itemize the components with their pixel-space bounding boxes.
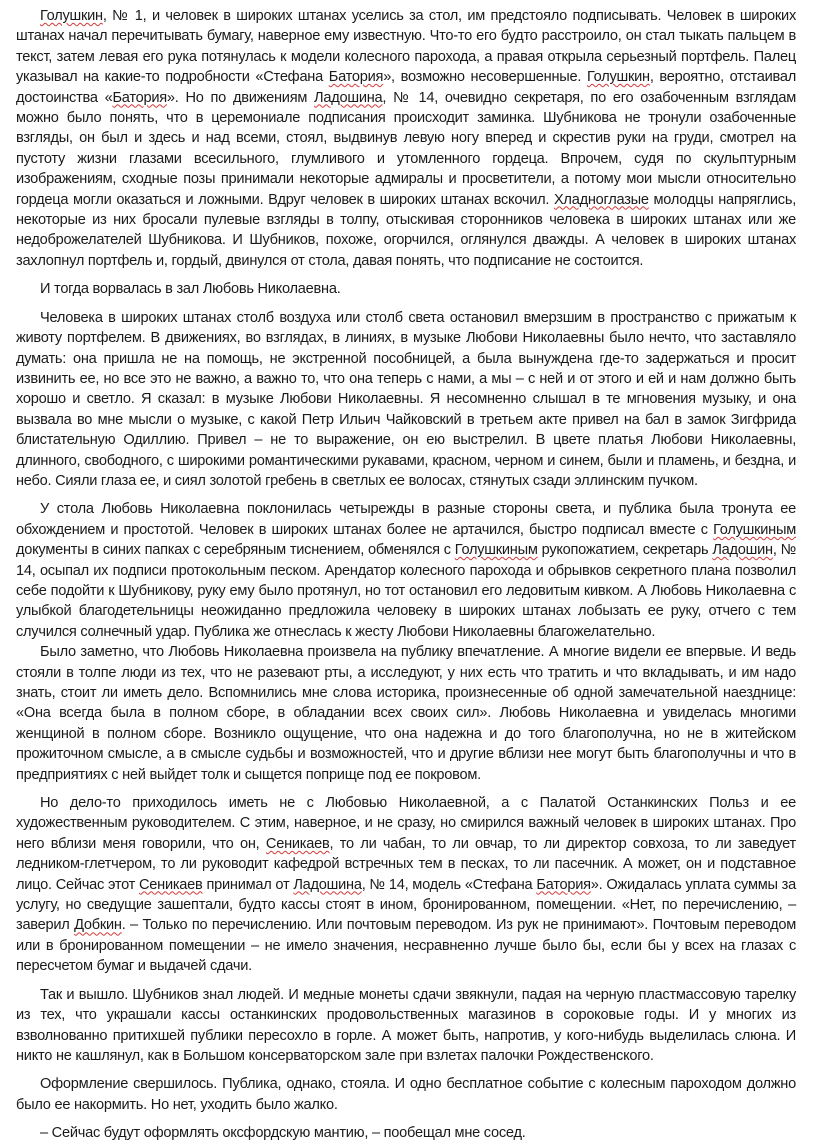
paragraph: [16, 642, 796, 785]
spellcheck-flagged-word: Сеникаев: [138, 876, 203, 893]
text-run: – Сейчас будут оформлять оксфордскую мантию, – пообещал мне сосед.: [40, 1125, 526, 1142]
spellcheck-flagged-word: Добкин: [74, 917, 122, 934]
paragraph: [16, 1074, 796, 1115]
text-run: , то ли чабан, то ли овчар, то ли директор совхоза, то ли заведует ледником-глетчером, то ли руководит кафедрой встречных тем в песках, то ли пасечник. А может, он и подставное лицо. Сейчас этот: [16, 835, 796, 893]
text-run: , № 14, осыпал их подписи протокольным песком. Арендатор колесного парохода и обрывков секретного плана позволил себе подойти к Шубникову, руку ему было протянул, но тот остановил его ледовитым кивком. А Любовь Николаевна с улыбкой благодетельницы неожиданно предложила человеку в широких штанах лобызать ее руку, отчего с тем случился солнечный удар. Публика же отнеслась к жесту Любови Николаевны благожелательно.: [16, 542, 797, 640]
text-run: Но дело-то приходилось иметь не с Любовью Николаевной, а с Палатой Останкинских Польз и ее художественным руководителем. С этим, наверное, и не сразу, но смирился важный человек в широких штанах. Про него вблизи меня говорили, что он,: [16, 795, 796, 852]
text-run: , № 1, и человек в широких штанах уселись за стол, им предстояло подписывать. Человек в широких штанах начал перечитывать бумагу, наверное ему известную. Что-то его будто расстроило, он стал тыкать пальцем в текст, затем левая его рука потянулась к модели колесного парохода, а правая открыла серьезный портфель. Палец указывал на какие-то подробности «Стефана: [16, 8, 796, 86]
dialogue-line: [16, 1123, 796, 1143]
spellcheck-flagged-word: Батория: [536, 876, 591, 893]
spellcheck-flagged-word: Голушкин: [586, 69, 650, 86]
text-run: И тогда ворвалась в зал Любовь Николаевна.: [40, 281, 341, 298]
spellcheck-flagged-word: Ладошин: [712, 542, 773, 559]
spellcheck-flagged-word: Ладошина: [293, 876, 362, 893]
text-run: принимал от: [202, 876, 294, 893]
text-run: ». Ожидалась уплата суммы за услугу, но сведущие зашептали, будто кассы стоят в ином, бронированном, помещении. «Нет, по перечислению, – заверил: [16, 876, 796, 934]
text-run: документы в синих папках с серебряным тиснением, обменялся с: [16, 542, 455, 559]
paragraph: [16, 985, 796, 1067]
spellcheck-flagged-word: Батория: [112, 89, 167, 106]
text-run: молодцы напряглись, некоторые из них бросали пулевые взгляды в толпу, отыскивая сторонников человека в широких штанах или же недоброжелателей Шубникова. И Шубников, похоже, огорчился, оглянулся дважды. А человек в широких штанах захлопнул портфель и, гордый, двинулся от стола, давая понять, что подписание не состоится.: [16, 191, 796, 269]
spellcheck-flagged-word: Голушкин: [40, 8, 103, 24]
text-run: , № 14, модель «Стефана: [361, 876, 537, 893]
paragraph: [16, 793, 796, 977]
paragraph: [16, 499, 796, 642]
text-run: ». Но по движениям: [166, 89, 315, 106]
paragraph: [16, 279, 796, 299]
spellcheck-flagged-word: Сеникаев: [265, 835, 330, 852]
text-run: , вероятно, отстаивал достоинства «: [16, 69, 797, 106]
text-run: рукопожатием, секретарь: [537, 542, 713, 559]
text-run: Было заметно, что Любовь Николаевна произвела на публику впечатление. А многие видели ее впервые. И ведь стояли в толпе люди из тех, что не разевают рты, а исследуют, у них есть что тратить и что вкладывать, и им надо знать, стоит ли иметь дело. Вспомнились мне слова историка, произнесенные об одной замечательной наезднице: «Она всегда была в полном сборе, в обладании всех своих сил». Любовь Николаевна и увиделась многими женщиной в полном сборе. Возникло ощущение, что она надежна и до того благополучна, но не в житейском прожиточном смысле, а в смысле судьбы и возможностей, что и другие вблизи нее могут быть благополучны и что в предприятиях с ней выйдет толк и сыщется поприще под ее покровом.: [16, 644, 796, 783]
spellcheck-flagged-word: Хладноглазые: [553, 191, 649, 208]
spellcheck-flagged-word: Батория: [328, 69, 384, 86]
spellcheck-flagged-word: Голушкиным: [713, 521, 796, 538]
text-run: Так и вышло. Шубников знал людей. И медные монеты сдачи звякнули, падая на черную пластмассовую тарелку из тех, что украшали кассы останкинских продовольственных магазинов в сороковые годы. И у многих из взволнованно притихшей публики пересохло в горле. А может быть, напротив, у кого-нибудь выделилась слюна. И никто не кашлянул, как в Большом консерваторском зале при взлетах палочки Рождественского.: [16, 986, 796, 1064]
text-run: , № 14, очевидно секретаря, по его озабоченным взглядам можно было понять, что в церемониале подписания происходит заминка. Шубникова не тронули озабоченные взгляды, он был и здесь и над всеми, стоял, выдвинув левую ногу вперед и скрестив руки на груди, смотрел на пустоту жизни глазами всесильного, глумливого и утомленного гордеца. Впрочем, судя по скульптурным изображениям, сходные позы принимали некоторые адмиралы и просветители, а потому мои мысли относительно гордеца могли оказаться и ложными. Вдруг человек в широких штанах вскочил.: [16, 89, 796, 208]
text-run: . – Только по перечислению. Или почтовым переводом. Из рук не принимают». Почтовым переводом или в бронированном помещении – не имело значения, несравненно лучше было бы, если бы у всех на глазах с пересчетом бумаг и выдачей сдачи.: [16, 917, 796, 975]
text-run: », возможно несовершенные.: [383, 69, 587, 86]
text-run: У стола Любовь Николаевна поклонилась четырежды в разные стороны света, и публика была тронута ее обхождением и простотой. Человек в широких штанах более не артачился, быстро подписал вместе с: [16, 501, 796, 538]
spellcheck-flagged-word: Голушкиным: [454, 542, 538, 559]
paragraph: [16, 6, 796, 271]
text-run: Человека в широких штанах столб воздуха или столб света остановил вмерзшим в пространство с прижатым к животу портфелем. В движениях, во взглядах, в линиях, в музыке Любови Николаевны было нечто, что заставляло думать: она пришла не на помощь, не экстренной пособницей, а была вынуждена где-то задержаться и просит извинить ее, но все это не важно, а важно то, что она теперь с нами, а мы – с ней и от этого и ей и нам должно быть хорошо и светло. Я сказал: в музыке Любови Николаевны. Я несомненно слышал в те мгновения музыку, и она вызвала во мне мысли о музыке, с какой Петр Ильич Чайковский в третьем акте привел на бал в замок Зигфрида блистательную Одиллию. Привел – не то выражение, он ею выстрелил. В цвете платья Любови Николаевны, длинного, свободного, с широкими романтическими рукавами, красном, черном и синем, были и пламень, и бездна, и небо. Сияли глаза ее, и сиял золотой гребень в светлых ее волосах, стянутых сзади эллинским пучком.: [16, 309, 796, 489]
paragraph: [16, 308, 796, 492]
spellcheck-flagged-word: Ладошина: [314, 89, 383, 106]
text-run: Оформление свершилось. Публика, однако, стояла. И одно бесплатное событие с колесным пароходом должно было ее накормить. Но нет, уходить было жалко.: [16, 1076, 796, 1113]
